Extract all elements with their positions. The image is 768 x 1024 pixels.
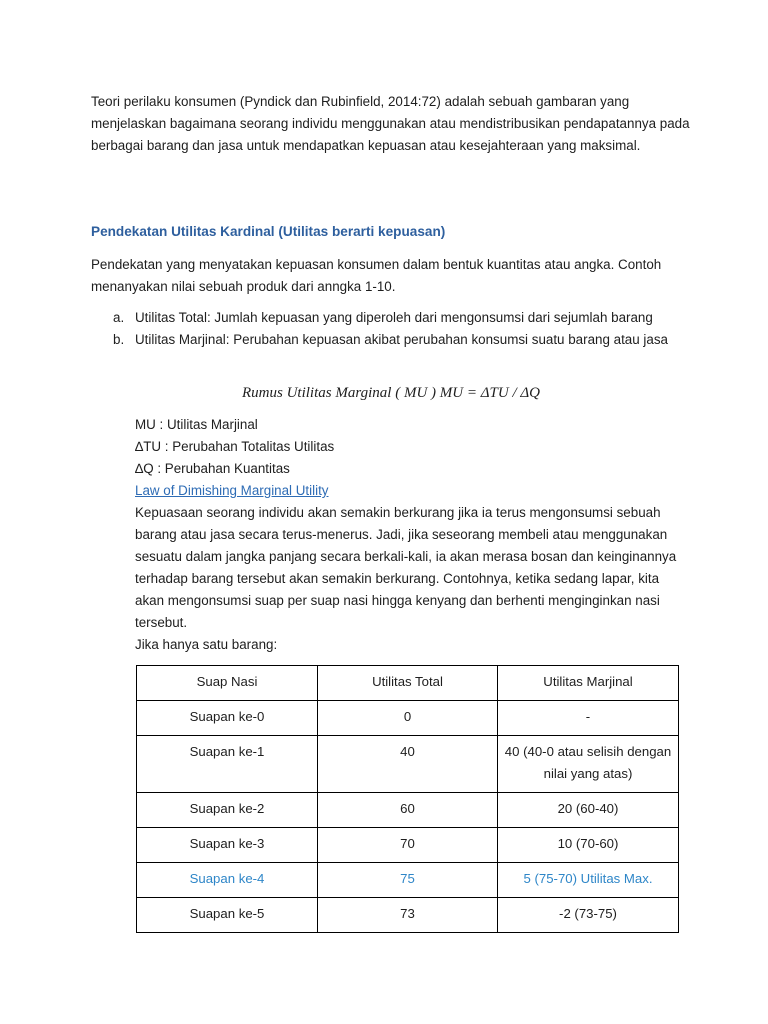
table-cell: 70 (318, 828, 498, 863)
table-row (137, 736, 679, 793)
table-row-max-utility (137, 863, 679, 898)
law-paragraph: Kepuasaan seorang individu akan semakin berkurang jika ia terus mengonsumsi sebuah barang atau jasa secara terus-menerus. Jadi, jika seseorang membeli atau menggunakan sesuatu dalam jangka panjang secara berkali-kali, ia akan merasa bosan dan keinginannya terhadap barang tersebut akan semakin berkurang. Contohnya, ketika sedang lapar, kita akan mengonsumsi suap per suap nasi hingga kenyang dan berhenti menginginkan nasi tersebut. (135, 505, 677, 630)
table-cell: Suapan ke-5 (137, 898, 318, 933)
definition-delta-q: ∆Q : Perubahan Kuantitas (135, 461, 290, 476)
definition-delta-tu: ∆TU : Perubahan Totalitas Utilitas (135, 439, 335, 454)
table-cell: 5 (75-70) Utilitas Max. (498, 863, 679, 898)
approach-paragraph: Pendekatan yang menyatakan kepuasan konsumen dalam bentuk kuantitas atau angka. Contoh menanyakan nilai sebuah produk dari anngka 1-10. (91, 257, 662, 294)
list-marker: b. (113, 332, 125, 347)
table-cell: Suapan ke-4 (137, 863, 318, 898)
table-cell: Suapan ke-3 (137, 828, 318, 863)
section-heading: Pendekatan Utilitas Kardinal (Utilitas berarti kepuasan) (91, 224, 446, 239)
list-text: Utilitas Total: Jumlah kepuasan yang diperoleh dari mengonsumsi dari sejumlah barang (135, 310, 653, 325)
table-cell: 20 (60-40) (498, 793, 679, 828)
table-cell: Suapan ke-2 (137, 793, 318, 828)
utility-table (136, 665, 679, 933)
table-cell: Suapan ke-1 (137, 736, 318, 793)
table-cell: 40 (40-0 atau selisih dengan nilai yang atas) (498, 736, 679, 793)
law-link-line (135, 480, 685, 502)
definition-mu: MU : Utilitas Marjinal (135, 417, 258, 432)
table-cell: 60 (318, 793, 498, 828)
table-row (137, 828, 679, 863)
table-row (137, 793, 679, 828)
table-cell: - (498, 701, 679, 736)
marginal-utility-formula: Rumus Utilitas Marginal ( MU ) MU = ΔTU / ΔQ (242, 385, 541, 401)
table-header-row (137, 666, 679, 701)
table-cell: 73 (318, 898, 498, 933)
table-cell: Suapan ke-0 (137, 701, 318, 736)
table-cell: 0 (318, 701, 498, 736)
table-cell: -2 (73-75) (498, 898, 679, 933)
law-of-diminishing-marginal-utility-link[interactable]: Law of Dimishing Marginal Utility (135, 483, 329, 498)
intro-paragraph: Teori perilaku konsumen (Pyndick dan Rubinfield, 2014:72) adalah sebuah gambaran yang menjelaskan bagaimana seorang individu menggunakan atau mendistribusikan pendapatannya pada berbagai barang dan jasa untuk mendapatkan kepuasan atau kesejahteraan yang maksimal. (91, 94, 690, 153)
table-intro: Jika hanya satu barang: (135, 637, 278, 652)
table-row (137, 898, 679, 933)
list-text: Utilitas Marjinal: Perubahan kepuasan akibat perubahan konsumsi suatu barang atau jasa (135, 332, 668, 347)
table-row (137, 701, 679, 736)
header-utilitas-marjinal: Utilitas Marjinal (498, 666, 679, 701)
header-utilitas-total: Utilitas Total (318, 666, 498, 701)
table-cell: 75 (318, 863, 498, 898)
list-marker: a. (113, 310, 125, 325)
table-cell: 40 (318, 736, 498, 793)
table-cell: 10 (70-60) (498, 828, 679, 863)
header-suap-nasi: Suap Nasi (137, 666, 318, 701)
